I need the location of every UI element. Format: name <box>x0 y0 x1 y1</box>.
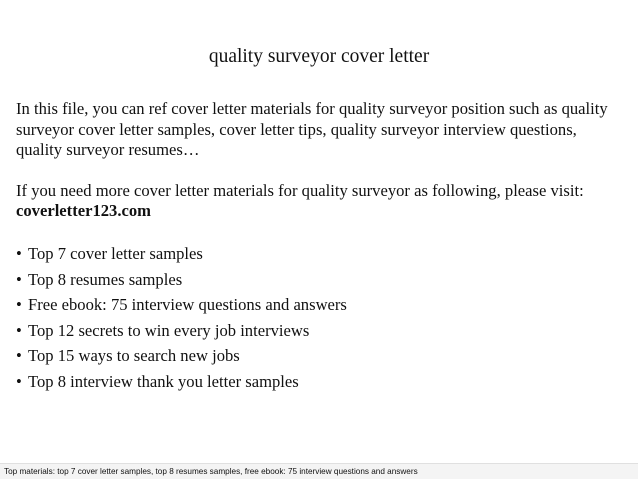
list-item <box>16 321 626 342</box>
list-item <box>16 244 626 265</box>
content-area <box>16 99 626 398</box>
bullet-icon: • <box>16 243 22 263</box>
list-item <box>16 270 626 291</box>
bullet-icon: • <box>16 320 22 340</box>
bullet-icon: • <box>16 295 22 315</box>
list-item <box>16 346 626 367</box>
visit-text: If you need more cover letter materials for quality surveyor as following, please visit: <box>16 180 584 200</box>
bullet-icon: • <box>16 371 22 391</box>
list-item-label: Top 8 resumes samples <box>28 269 183 289</box>
list-item-label: Top 12 secrets to win every job interviews <box>28 320 310 340</box>
list-item <box>16 295 626 316</box>
list-item-label: Top 8 interview thank you letter samples <box>28 371 299 391</box>
site-link[interactable]: coverletter123.com <box>16 201 151 221</box>
list-item <box>16 372 626 393</box>
resource-list <box>16 244 626 393</box>
list-item-label: Free ebook: 75 interview questions and answers <box>28 295 347 315</box>
visit-paragraph <box>16 181 626 222</box>
bullet-icon: • <box>16 346 22 366</box>
bullet-icon: • <box>16 269 22 289</box>
intro-paragraph: In this file, you can ref cover letter materials for quality surveyor position such as quality surveyor cover letter samples, cover letter tips, quality surveyor interview questions, quality surveyor resumes… <box>16 99 608 160</box>
list-item-label: Top 15 ways to search new jobs <box>28 346 240 366</box>
list-item-label: Top 7 cover letter samples <box>28 243 203 263</box>
page-title: quality surveyor cover letter <box>208 46 430 67</box>
footer-bar: Top materials: top 7 cover letter samples, top 8 resumes samples, free ebook: 75 interview questions and answers <box>0 463 638 479</box>
